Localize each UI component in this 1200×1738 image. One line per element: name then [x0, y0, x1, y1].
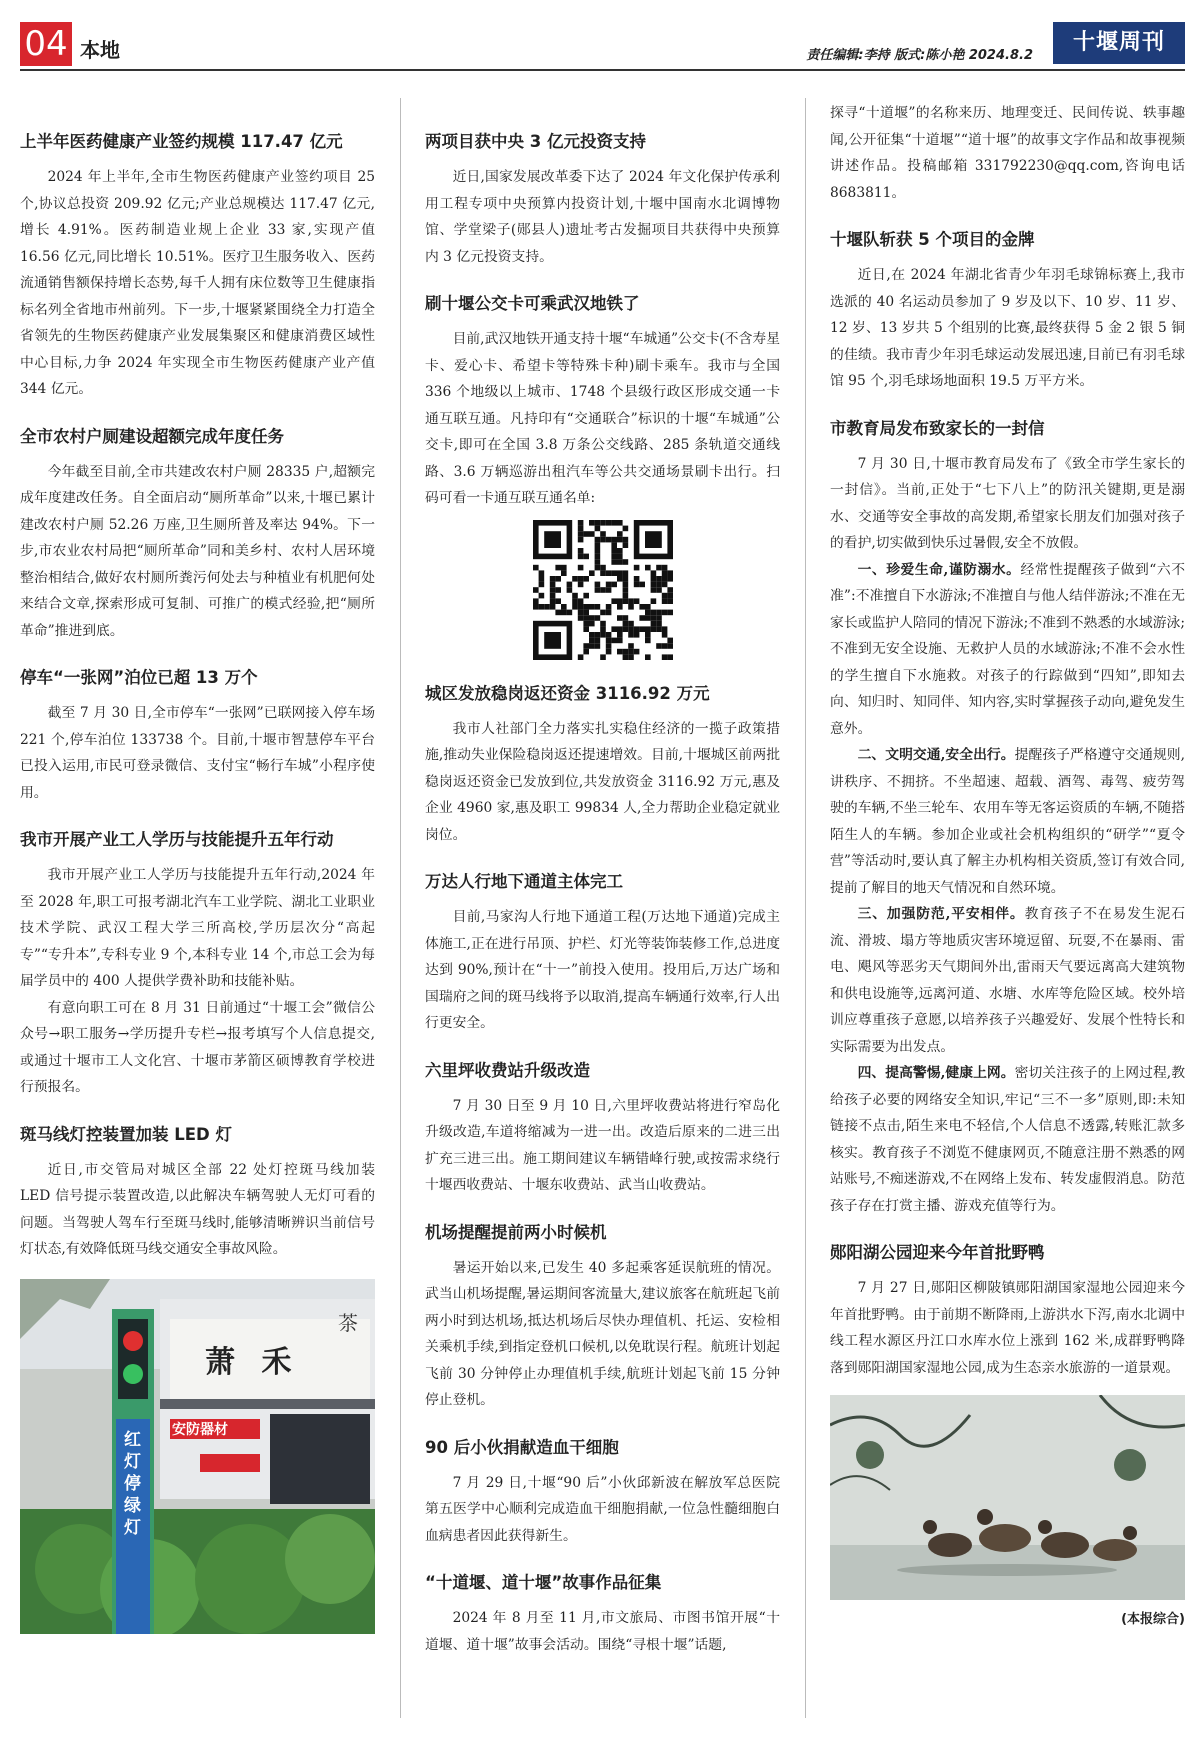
section-title: 本地: [80, 38, 120, 62]
article: [20, 130, 375, 403]
article: [425, 130, 780, 270]
letter-item-lead: 三、加强防范,平安相伴。: [857, 906, 1025, 922]
crosswalk-light-photo: [20, 1279, 375, 1634]
article-paragraph: 7 月 27 日,郧阳区柳陂镇郧阳湖国家湿地公园迎来今年首批野鸭。由于前期不断降雨,上游洪水下泻,南水北调中线工程水源区丹江口水库水位上涨到 162 米,成群野鸭降落到郧阳湖国家湿地公园,成为生态亲水旅游的一道景观。: [830, 1280, 1185, 1376]
article-title: 十堰队斩获 5 个项目的金牌: [830, 230, 1035, 249]
letter-item: [830, 1060, 1185, 1219]
letter-item-lead: 二、文明交通,安全出行。: [857, 747, 1015, 763]
article-paragraph: 近日,市交管局对城区全部 22 处灯控斑马线加装 LED 信号提示装置改造,以此解决车辆驾驶人无灯可看的问题。当驾驶人驾车行至斑马线时,能够清晰辨识当前信号灯状态,有效降低斑马线交通安全事故风险。: [20, 1161, 375, 1257]
editor-credits: 责任编辑:李持 版式:陈小艳 2024.8.2: [806, 48, 1033, 63]
article-title: 万达人行地下通道主体完工: [425, 872, 623, 891]
article-paragraph: 目前,武汉地铁开通支持十堰“车城通”公交卡(不含寿星卡、爱心卡、希望卡等特殊卡种)刷卡乘车。我市与全国 336 个地级以上城市、1748 个县级行政区形成交通一卡通互联互通。凡持印有“交通联合”标识的十堰“车城通”公交卡,即可在全国 3.8 万条公交线路、285 条轨道交通线路、3.6 万辆巡游出租汽车等公共交通场景刷卡出行。扫码可看一卡通互联互通名单:: [425, 331, 780, 506]
article: [20, 1123, 375, 1263]
article-paragraph: 我市人社部门全力落实扎实稳住经济的一揽子政策措施,推动失业保险稳岗返还提速增效。目前,十堰城区前两批稳岗返还资金已发放到位,共发放资金 3116.92 万元,惠及企业 4960 家,惠及职工 99834 人,全力帮助企业稳定就业岗位。: [425, 720, 780, 843]
article-title: “十道堰、道十堰”故事作品征集: [425, 1573, 662, 1592]
article-paragraph: 暑运开始以来,已发生 40 多起乘客延误航班的情况。武当山机场提醒,暑运期间客流量大,建议旅客在航班起飞前两小时到达机场,抵达机场后尽快办理值机、托运、安检相关乘机手续,到指定登机口候机,以免耽误行程。航班计划起飞前 30 分钟停止办理值机手续,航班计划起飞前 15 分钟停止登机。: [425, 1259, 780, 1408]
letter-item: [830, 742, 1185, 901]
article-paragraph: 7 月 30 日,十堰市教育局发布了《致全市学生家长的一封信》。当前,正处于“七下八上”的防汛关键期,更是溺水、交通等安全事故的高发期,希望家长朋友们加强对孩子的看护,切实做到快乐过暑假,安全不放假。: [830, 455, 1185, 551]
masthead: [20, 22, 1185, 70]
column-1: [20, 98, 375, 1634]
letter-item-text: 经常性提醒孩子做到“六不准”:不准擅自下水游泳;不准擅自与他人结伴游泳;不准在无家长或监护人陪同的情况下游泳;不准到不熟悉的水域游泳;不准到无安全设施、无救护人员的水域游泳;不准不会水性的学生擅自下水施救。对孩子的行踪做到“四知”,即知去向、知归时、知同伴、知内容,实时掌握孩子动向,避免发生意外。: [830, 561, 1185, 737]
article-title: 90 后小伙捐献造血干细胞: [425, 1437, 619, 1457]
article-title: 两项目获中央 3 亿元投资支持: [425, 132, 646, 151]
article-paragraph: 2024 年上半年,全市生物医药健康产业签约项目 25 个,协议总投资 209.92 亿元;产业总规模达 117.47 亿元,增长 4.91%。医药制造业规上企业 33 家,实现产值 16.56 亿元,同比增长 10.51%。医疗卫生服务收入、医药流通销售额保持增长态势,每千人拥有床位数等卫生健康指标名列全省地市州前列。下一步,十堰紧紧围绕全力打造全省领先的生物医药健康产业发展集聚区和健康消费区域性中心目标,力争 2024 年实现全市生物医药健康产业产值 344 亿元。: [20, 169, 375, 397]
source-credit: (本报综合): [1121, 1612, 1185, 1627]
qr-code-graphic: [533, 520, 673, 660]
article-paragraph: 7 月 30 日至 9 月 10 日,六里坪收费站将进行窄岛化升级改造,车道将缩减为一进一出。改造后原来的二进三出扩充三进三出。施工期间建议车辆错峰行驶,或按需求绕行十堰西收费站、十堰东收费站、武当山收费站。: [425, 1097, 780, 1193]
article-title: 停车“一张网”泊位已超 13 万个: [20, 668, 258, 687]
article-paragraph: 今年截至目前,全市共建改农村户厕 28335 户,超额完成年度建改任务。自全面启动“厕所革命”以来,十堰已累计建改农村户厕 52.26 万座,卫生厕所普及率达 94%。下一步,市农业农村局把“厕所革命”同和美乡村、农村人居环境整治相结合,做好农村厕所粪污何处去与种植业有机肥何处来结合文章,探索形成可复制、可推广的模式经验,把“厕所革命”推进到底。: [20, 463, 375, 639]
wild-ducks-photo: [830, 1395, 1185, 1600]
article: [425, 1221, 780, 1414]
article-paragraph: 我市开展产业工人学历与技能提升五年行动,2024 年至 2028 年,职工可报考湖北汽车工业学院、湖北工业职业技术学院、武汉工程大学三所高校,学历层次分“高起专”“专升本”,专科专业 9 个,本科专业 14 个,市总工会为每届学员中的 400 人提供学费补助和技能补贴。: [20, 867, 375, 989]
article: [425, 292, 780, 660]
ducks-on-water-illustration: [830, 1395, 1185, 1600]
letter-item-text: 密切关注孩子的上网过程,教给孩子必要的网络安全知识,牢记“三不一多”原则,即:未知链接不点击,陌生来电不轻信,个人信息不透露,转账汇款多核实。教育孩子不浏览不健康网页,不随意注册不熟悉的网站账号,不痴迷游戏,不在网络上发布、转发虚假消息。防范孩子存在打赏主播、游戏充值等行为。: [830, 1065, 1185, 1214]
header-rule: [20, 69, 1185, 71]
article: [425, 1571, 780, 1658]
article-paragraph: 7 月 29 日,十堰“90 后”小伙邱新波在解放军总医院第五医学中心顺利完成造血干细胞捐献,一位急性髓细胞白血病患者因此获得新生。: [425, 1474, 780, 1544]
column-divider: [805, 98, 806, 1718]
article-title: 刷十堰公交卡可乘武汉地铁了: [425, 294, 640, 313]
column-divider: [400, 98, 401, 1718]
article-paragraph: 近日,国家发展改革委下达了 2024 年文化保护传承利用工程专项中央预算内投资计划,十堰中国南水北调博物馆、学堂梁子(郧县人)遗址考古发掘项目共获得中央预算内 3 亿元投资支持。: [425, 169, 780, 265]
article-title: 郧阳湖公园迎来今年首批野鸭: [830, 1243, 1045, 1262]
article-title: 机场提醒提前两小时候机: [425, 1222, 607, 1242]
article: [20, 828, 375, 1101]
article-title: 斑马线灯控装置加装 LED 灯: [20, 1124, 232, 1144]
brand-logo: 十堰周刊: [1053, 22, 1185, 64]
letter-item-lead: 四、提高警惕,健康上网。: [857, 1065, 1015, 1081]
article: [425, 1059, 780, 1199]
article-title: 我市开展产业工人学历与技能提升五年行动: [20, 830, 334, 849]
shop-sign-red-text: 安防器材: [172, 1421, 228, 1438]
article: [425, 870, 780, 1037]
article-title: 全市农村户厕建设超额完成年度任务: [20, 426, 284, 446]
letter-item: [830, 901, 1185, 1060]
article: [425, 1436, 780, 1550]
article: [830, 1241, 1185, 1381]
shop-sign-text: 萧 禾: [205, 1344, 300, 1380]
article-title: 城区发放稳岗返还资金 3116.92 万元: [425, 683, 710, 703]
article: [830, 417, 1185, 1220]
article: [830, 228, 1185, 395]
article-paragraph: 2024 年 8 月至 11 月,市文旅局、市图书馆开展“十道堰、道十堰”故事会活动。围绕“寻根十堰”话题,: [425, 1610, 780, 1653]
article: [425, 682, 780, 849]
letter-item-text: 提醒孩子严格遵守交通规则,讲秩序、不拥挤。不坐超速、超载、酒驾、毒驾、疲劳驾驶的车辆,不坐三轮车、农用车等无客运资质的车辆,不随搭陌生人的车辆。参加企业或社会机构组织的“研学”“夏令营”等活动时,要认真了解主办机构相关资质,签订有效合同,提前了解目的地天气情况和自然环境。: [830, 747, 1185, 896]
page-number: 04: [20, 22, 72, 66]
article: [20, 666, 375, 806]
letter-item-lead: 一、珍爱生命,谨防溺水。: [857, 561, 1021, 578]
article-title: 六里坪收费站升级改造: [425, 1060, 590, 1080]
traffic-pole-text: 红灯停绿灯: [124, 1429, 141, 1538]
article-paragraph: 目前,马家沟人行地下通道工程(万达地下通道)完成主体施工,正在进行吊顶、护栏、灯光等装饰装修工作,总进度达到 90%,预计在“十一”前投入使用。投用后,万达广场和国瑞府之间的斑马线将予以取消,提高车辆通行效率,行人出行更安全。: [425, 909, 780, 1031]
article: [20, 425, 375, 645]
article-title: 上半年医药健康产业签约规模 117.47 亿元: [20, 132, 343, 151]
qr-code[interactable]: [533, 520, 673, 660]
street-scene-illustration: [20, 1279, 375, 1634]
letter-item: [830, 557, 1185, 743]
column-3: [830, 100, 1185, 1627]
article-paragraph: 近日,在 2024 年湖北省青少年羽毛球锦标赛上,我市选派的 40 名运动员参加了 9 岁及以下、10 岁、11 岁、12 岁、13 岁共 5 个组别的比赛,最终获得 5 金 2 银 5 铜的佳绩。我市青少年羽毛球运动发展迅速,目前已有羽毛球馆 95 个,羽毛球场地面积 19.5 万平方米。: [830, 267, 1185, 389]
article-paragraph: 有意向职工可在 8 月 31 日前通过“十堰工会”微信公众号→职工服务→学历提升专栏→报考填写个人信息提交,或通过十堰市工人文化宫、十堰市茅箭区硕博教育学校进行预报名。: [20, 999, 375, 1095]
letter-item-text: 教育孩子不在易发生泥石流、滑坡、塌方等地质灾害环境逗留、玩耍,不在暴雨、雷电、飓风等恶劣天气期间外出,雷雨天气要远离高大建筑物和供电设施等,远离河道、水塘、水库等危险区域。校外培训应尊重孩子意愿,以培养孩子兴趣爱好、发展个性特长和实际需要为出发点。: [830, 906, 1185, 1055]
column-2: [425, 98, 780, 1658]
shop-sign-side-text: 茶: [338, 1310, 358, 1335]
article-continuation: 探寻“十道堰”的名称来历、地理变迁、民间传说、轶事趣闻,公开征集“十道堰”“道十堰”的故事文字作品和故事视频讲述作品。投稿邮箱 331792230@qq.com,咨询电话 8683811。: [830, 105, 1185, 201]
article-title: 市教育局发布致家长的一封信: [830, 418, 1045, 438]
article-paragraph: 截至 7 月 30 日,全市停车“一张网”已联网接入停车场 221 个,停车泊位 133738 个。目前,十堰市智慧停车平台已投入运用,市民可登录微信、支付宝“畅行车城”小程序使用。: [20, 705, 375, 801]
